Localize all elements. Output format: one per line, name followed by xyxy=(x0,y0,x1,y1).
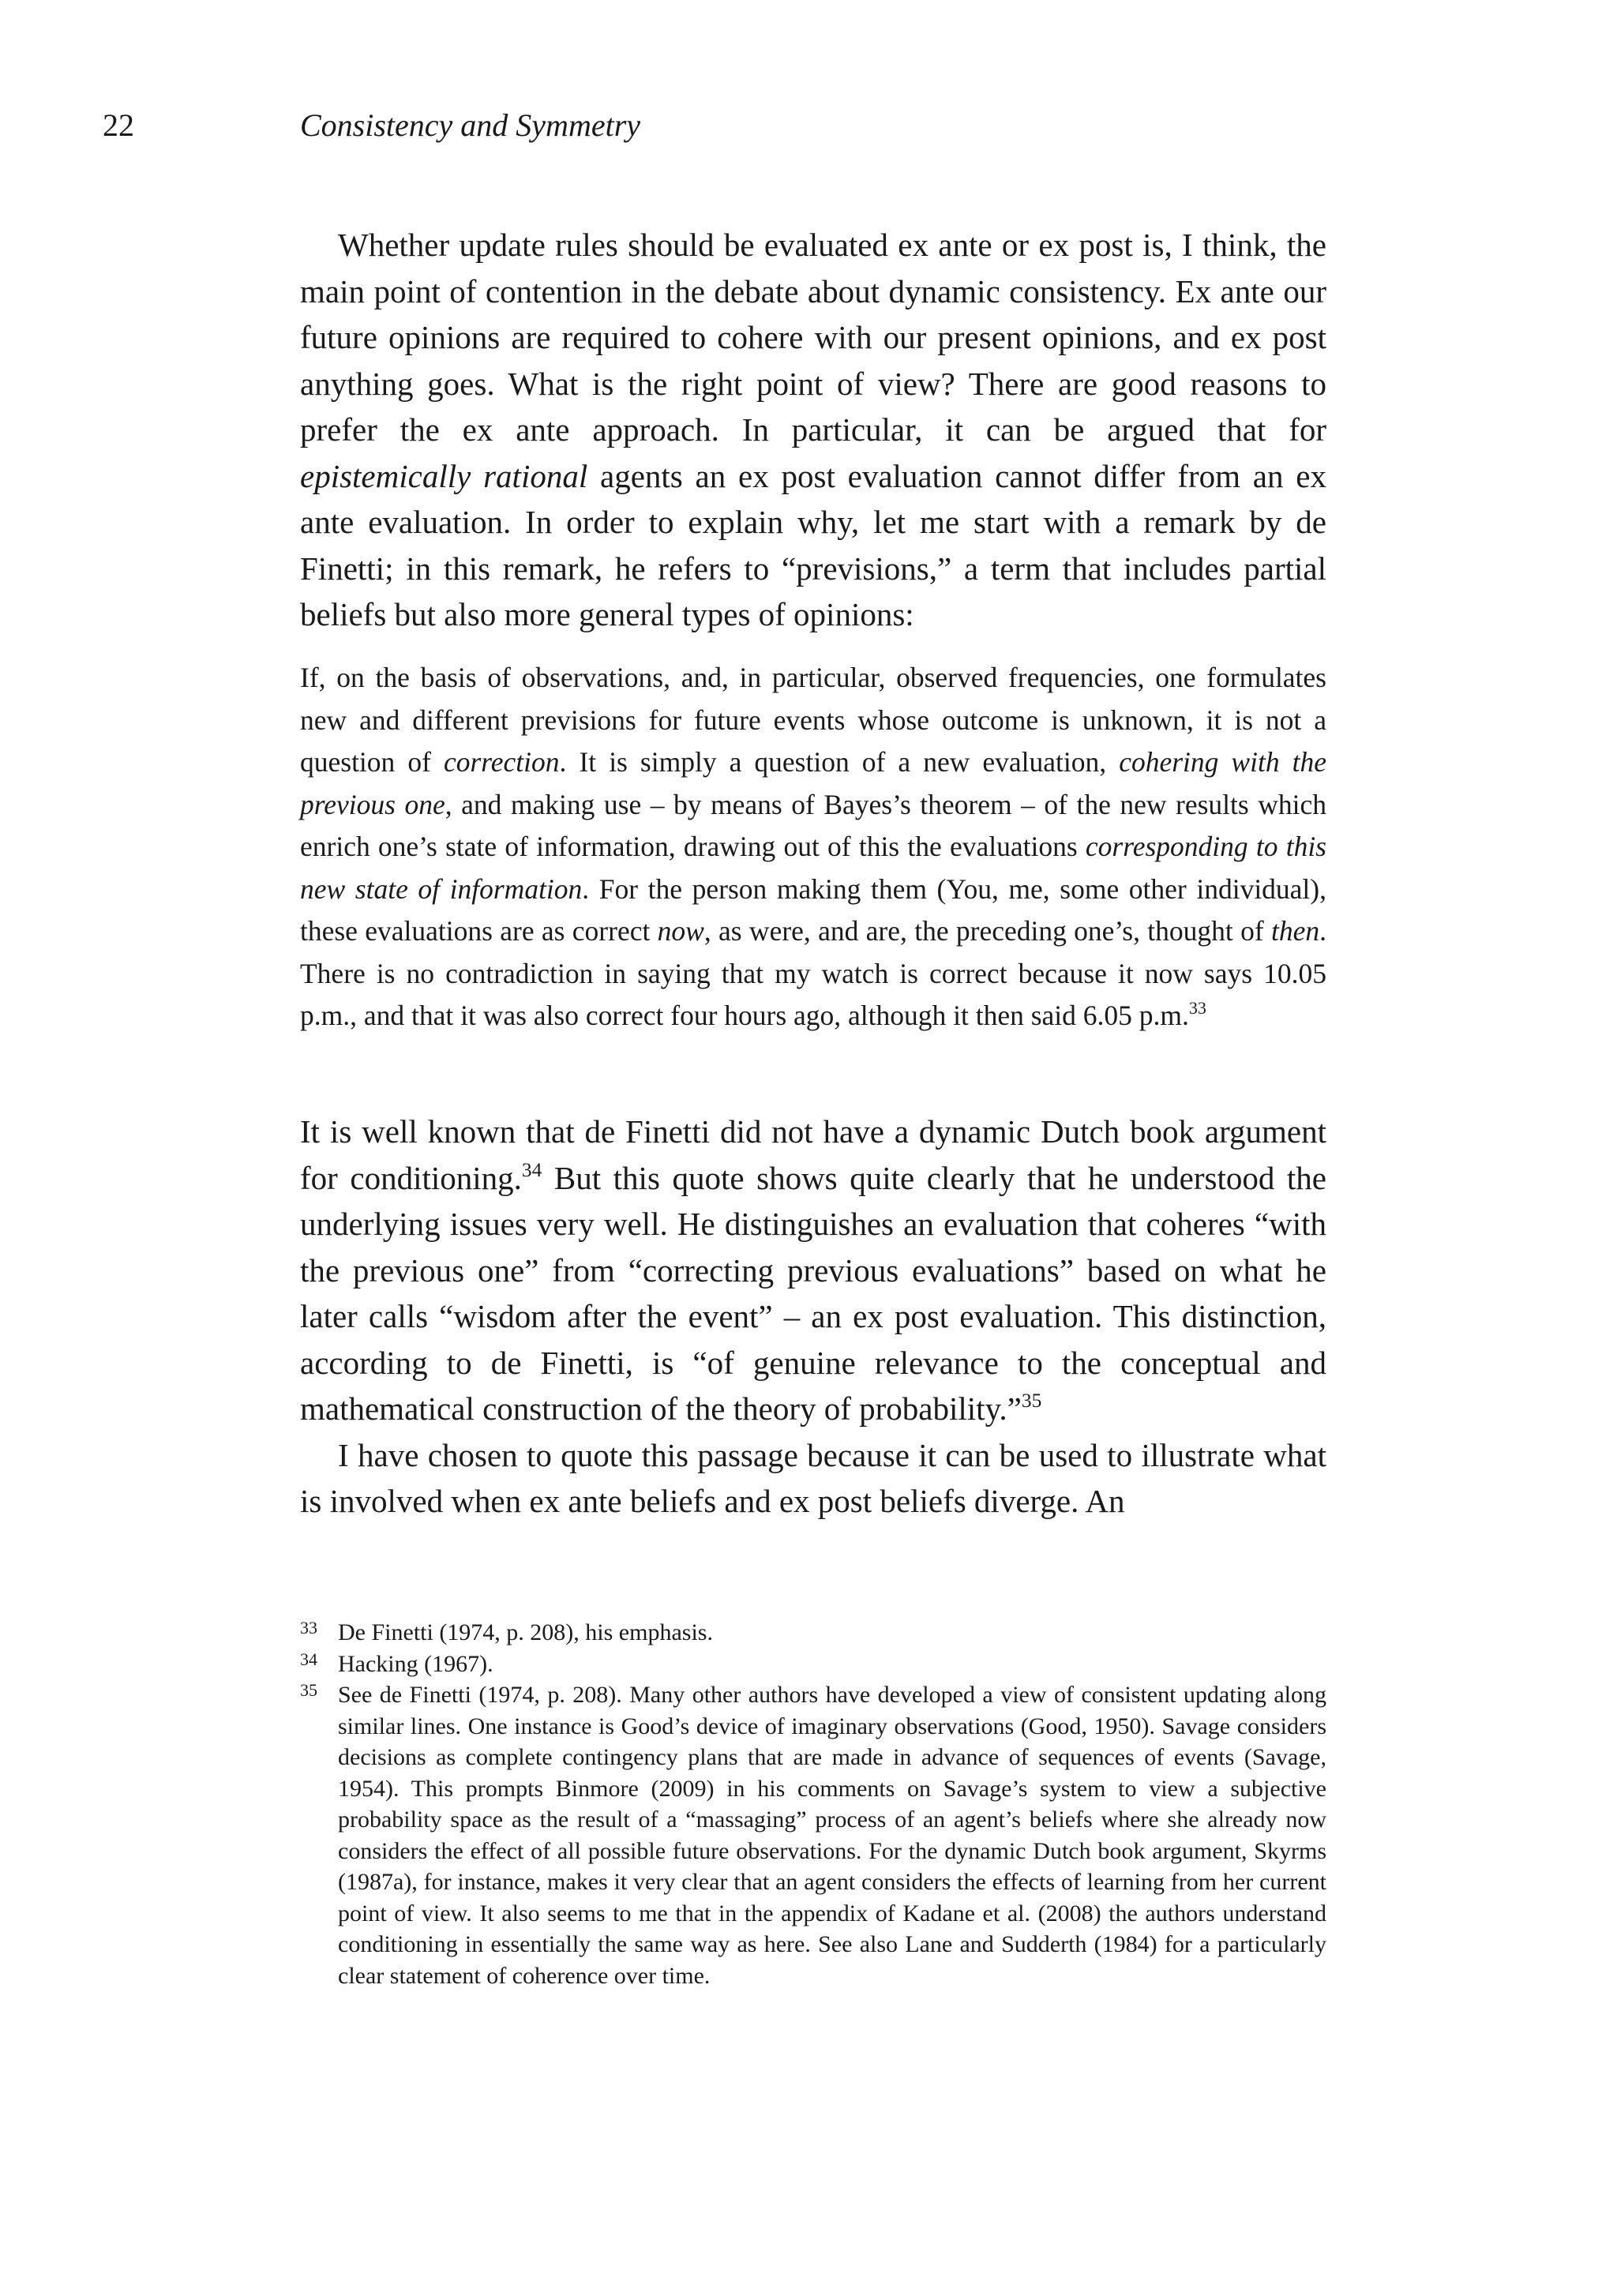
block-quote xyxy=(300,657,1326,1037)
paragraph-commentary xyxy=(300,1109,1326,1432)
footnote-35 xyxy=(300,1679,1326,1991)
footnote-ref-34[interactable]: 34 xyxy=(521,1158,542,1181)
running-title: Consistency and Symmetry xyxy=(300,107,641,143)
footnote-text: See de Finetti (1974, p. 208). Many other authors have developed a view of consistent updating along similar lines. One instance is Good’s device of imaginary observations (Good, 1950). Savage considers decisions as complete contingency plans that are made in advance of sequences of events (Savage, 1954). This prompts Binmore (2009) in his comments on Savage’s system to view a subjective probability space as the result of a “massaging” process of an agent’s beliefs where she already now considers the effect of all possible future observations. For the dynamic Dutch book argument, Skyrms (1987a), for instance, makes it very clear that an agent considers the effects of learning from her current point of view. It also seems to me that in the appendix of Kadane et al. (2008) the authors understand conditioning in essentially the same way as here. See also Lane and Sudderth (1984) for a particularly clear statement of coherence over time. xyxy=(338,1682,1326,1989)
para3-text: I have chosen to quote this passage because it can be used to illustrate what is involved when ex ante beliefs and ex post beliefs diverge. An xyxy=(300,1436,1326,1519)
paragraph-illustrate xyxy=(300,1432,1326,1525)
paragraph-commentary-block xyxy=(300,1109,1326,1525)
footnote-ref-35[interactable]: 35 xyxy=(1021,1390,1042,1412)
footnotes xyxy=(300,1617,1326,1991)
footnote-34 xyxy=(300,1649,1326,1680)
footnote-33 xyxy=(300,1617,1326,1649)
para1-emphasis: epistemically rational xyxy=(300,457,588,494)
quote-text-2: . It is simply a question of a new evaluation, xyxy=(559,746,1120,778)
para2-text-2: But this quote shows quite clearly that he understood the underlying issues very well. He distinguishes an evaluation that coheres “with the previous one” from “correcting previous evaluations” based on what he later calls “wisdom after the event” – an ex post evaluation. This distinction, according to de Finetti, is “of genuine relevance to the conceptual and mathematical construction of the theory of probability.” xyxy=(300,1159,1326,1427)
footnote-text: De Finetti (1974, p. 208), his emphasis. xyxy=(338,1619,713,1645)
para1-text-b: agents an ex post evaluation cannot differ from an ex ante evaluation. In order to explain why, let me start with a remark by de Finetti; in this remark, he refers to “previsions,” a term that includes partial beliefs but also more general types of opinions: xyxy=(300,457,1326,632)
footnote-number: 35 xyxy=(300,1680,317,1700)
block-quote-text xyxy=(300,657,1326,1037)
paragraph-intro xyxy=(300,222,1326,638)
quote-text-6: . There is no contradiction in saying that my watch is correct because it now says 10.05 p.m., and that it was also correct four hours ago, although it then said 6.05 p.m. xyxy=(300,915,1326,1031)
quote-emph-3: corresponding to this new state of information xyxy=(300,831,1326,905)
quote-emph-4: now xyxy=(657,915,704,947)
running-head xyxy=(0,106,1617,145)
quote-text-5: , as were, and are, the preceding one’s, thought of xyxy=(703,915,1271,947)
quote-text-3: , and making use – by means of Bayes’s theorem – of the new results which enrich one’s state of information, drawing out of this the evaluations xyxy=(300,788,1326,862)
quote-emph-1: correction xyxy=(443,746,560,778)
page-number: 22 xyxy=(103,107,134,143)
quote-emph-2: cohering with the previous one xyxy=(300,746,1327,820)
quote-text-4: . For the person making them (You, me, some other individual), these evaluations are as correct xyxy=(300,872,1326,947)
para2-text-1: It is well known that de Finetti did not have a dynamic Dutch book argument for conditioning. xyxy=(300,1113,1326,1196)
quote-emph-5: then xyxy=(1270,915,1320,947)
footnote-number: 33 xyxy=(300,1618,317,1638)
footnote-text: Hacking (1967). xyxy=(338,1650,493,1677)
para1-text-a: Whether update rules should be evaluated ex ante or ex post is, I think, the main point of contention in the debate about dynamic consistency. Ex ante our future opinions are required to cohere with our present opinions, and ex post anything goes. What is the right point of view? There are good reasons to prefer the ex ante approach. In particular, it can be argued that for xyxy=(300,227,1326,448)
footnote-number: 34 xyxy=(300,1649,317,1669)
footnote-ref-33[interactable]: 33 xyxy=(1188,998,1206,1019)
quote-text-1: If, on the basis of observations, and, in particular, observed frequencies, one formulates new and different previsions for future events whose outcome is unknown, it is not a question of xyxy=(300,662,1326,778)
paragraph-intro-block xyxy=(300,222,1326,638)
